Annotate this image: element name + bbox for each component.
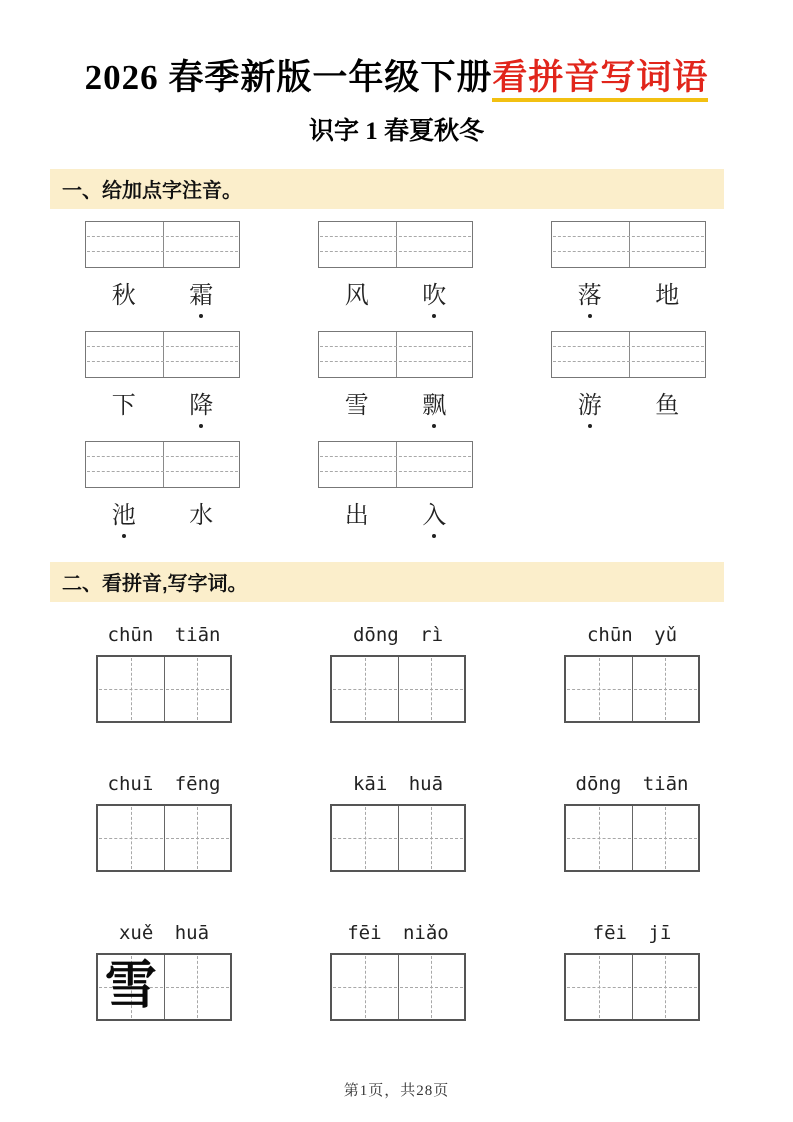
character-pair: [551, 393, 706, 420]
writing-grid: [96, 655, 232, 723]
ruled-line: [553, 346, 704, 347]
annotation-row: [85, 331, 793, 420]
character: 鱼: [655, 393, 680, 420]
writing-cell: [632, 657, 699, 721]
dotted-character: 落: [551, 283, 629, 310]
character-pair: [318, 503, 473, 530]
pinyin-ruled-box: [85, 441, 240, 488]
character: 出: [344, 503, 369, 530]
character: 下: [111, 393, 136, 420]
dotted-character: 霜: [163, 283, 241, 310]
section1-body: [0, 221, 793, 530]
ruled-line: [320, 456, 471, 457]
pinyin-word-row: [96, 624, 793, 723]
pinyin-word-item: [96, 624, 232, 723]
writing-cell: [98, 955, 164, 1019]
pinyin-label: xuě huā: [118, 922, 210, 945]
ruled-line: [320, 251, 471, 252]
ruled-line: [87, 236, 238, 237]
writing-cell: [632, 806, 699, 870]
writing-cell: [398, 657, 465, 721]
ruled-line: [320, 471, 471, 472]
pinyin-ruled-box: [318, 221, 473, 268]
ruled-line: [320, 346, 471, 347]
character-pair: [318, 393, 473, 420]
annotation-row: [85, 221, 793, 310]
pinyin-label: chūn tiān: [107, 624, 221, 647]
writing-cell: [398, 806, 465, 870]
ruled-line: [87, 251, 238, 252]
pinyin-label: dōng tiān: [575, 773, 689, 796]
writing-cell: [566, 806, 632, 870]
character-pair: [318, 283, 473, 310]
annotation-group: [551, 221, 706, 310]
writing-cell: [98, 806, 164, 870]
character-pair: [85, 503, 240, 530]
pinyin-ruled-box: [551, 221, 706, 268]
ruled-line: [87, 346, 238, 347]
writing-cell: [332, 955, 398, 1019]
writing-grid: [330, 953, 466, 1021]
writing-cell: [164, 955, 231, 1019]
character: 秋: [111, 283, 136, 310]
box-divider: [629, 222, 630, 267]
page-number: 第1页，共28页: [343, 1083, 450, 1099]
writing-grid: [330, 804, 466, 872]
ruled-line: [320, 361, 471, 362]
pinyin-ruled-box: [318, 441, 473, 488]
ruled-line: [87, 361, 238, 362]
character: 雪: [344, 393, 369, 420]
box-divider: [396, 442, 397, 487]
pinyin-word-item: [564, 773, 700, 872]
character: 地: [655, 283, 680, 310]
pinyin-word-item: [564, 922, 700, 1021]
pinyin-word-item: [330, 922, 466, 1021]
character-pair: [85, 283, 240, 310]
section2-header: 二、看拼音,写字词。: [50, 562, 724, 602]
character-pair: [85, 393, 240, 420]
writing-cell: [566, 955, 632, 1019]
dotted-character: 飘: [396, 393, 474, 420]
pinyin-word-item: [330, 624, 466, 723]
annotation-group: [85, 221, 240, 310]
pinyin-ruled-box: [318, 331, 473, 378]
box-divider: [629, 332, 630, 377]
dotted-character: 吹: [396, 283, 474, 310]
writing-grid: [96, 804, 232, 872]
writing-cell: [164, 806, 231, 870]
pinyin-ruled-box: [551, 331, 706, 378]
writing-grid: [564, 655, 700, 723]
pinyin-word-item: [96, 773, 232, 872]
annotation-group: [85, 441, 240, 530]
title-black-text: 2026 春季新版一年级下册: [84, 58, 493, 97]
box-divider: [396, 332, 397, 377]
annotation-group: [551, 331, 706, 420]
ruled-line: [553, 236, 704, 237]
ruled-line: [553, 251, 704, 252]
ruled-line: [320, 236, 471, 237]
pinyin-label: dōng rì: [352, 624, 444, 647]
writing-cell: [632, 955, 699, 1019]
writing-cell: [398, 955, 465, 1019]
dotted-character: 池: [85, 503, 163, 530]
dotted-character: 游: [551, 393, 629, 420]
box-divider: [396, 222, 397, 267]
dotted-character: 降: [163, 393, 241, 420]
pinyin-label: kāi huā: [352, 773, 444, 796]
writing-cell: [98, 657, 164, 721]
box-divider: [163, 332, 164, 377]
pinyin-label: fēi jī: [592, 922, 672, 945]
writing-cell: [566, 657, 632, 721]
annotation-group: [318, 441, 473, 530]
writing-cell: [332, 806, 398, 870]
ruled-line: [87, 471, 238, 472]
pinyin-word-row: [96, 773, 793, 872]
pinyin-label: chūn yǔ: [586, 624, 678, 647]
pinyin-word-item: [564, 624, 700, 723]
pinyin-label: fēi niǎo: [347, 922, 449, 945]
answer-character: 雪: [104, 958, 157, 1016]
title-red-text: 看拼音写词语: [492, 58, 708, 102]
pinyin-word-item: [96, 922, 232, 1021]
section2-body: [0, 624, 793, 1021]
pinyin-ruled-box: [85, 331, 240, 378]
page-title: [0, 0, 793, 98]
dotted-character: 入: [396, 503, 474, 530]
writing-cell: [332, 657, 398, 721]
pinyin-word-item: [330, 773, 466, 872]
pinyin-label: chuī fēng: [107, 773, 221, 796]
character: 水: [189, 503, 214, 530]
box-divider: [163, 222, 164, 267]
character-pair: [551, 283, 706, 310]
ruled-line: [87, 456, 238, 457]
writing-cell: [164, 657, 231, 721]
writing-grid: [564, 953, 700, 1021]
box-divider: [163, 442, 164, 487]
lesson-subtitle: 识字 1 春夏秋冬: [308, 118, 484, 146]
annotation-group: [318, 331, 473, 420]
writing-grid: [330, 655, 466, 723]
writing-grid: [96, 953, 232, 1021]
annotation-group: [318, 221, 473, 310]
annotation-row: [85, 441, 793, 530]
section1-header: 一、给加点字注音。: [50, 169, 724, 209]
character: 风: [344, 283, 369, 310]
ruled-line: [553, 361, 704, 362]
pinyin-word-row: [96, 922, 793, 1021]
annotation-group: [85, 331, 240, 420]
pinyin-ruled-box: [85, 221, 240, 268]
writing-grid: [564, 804, 700, 872]
